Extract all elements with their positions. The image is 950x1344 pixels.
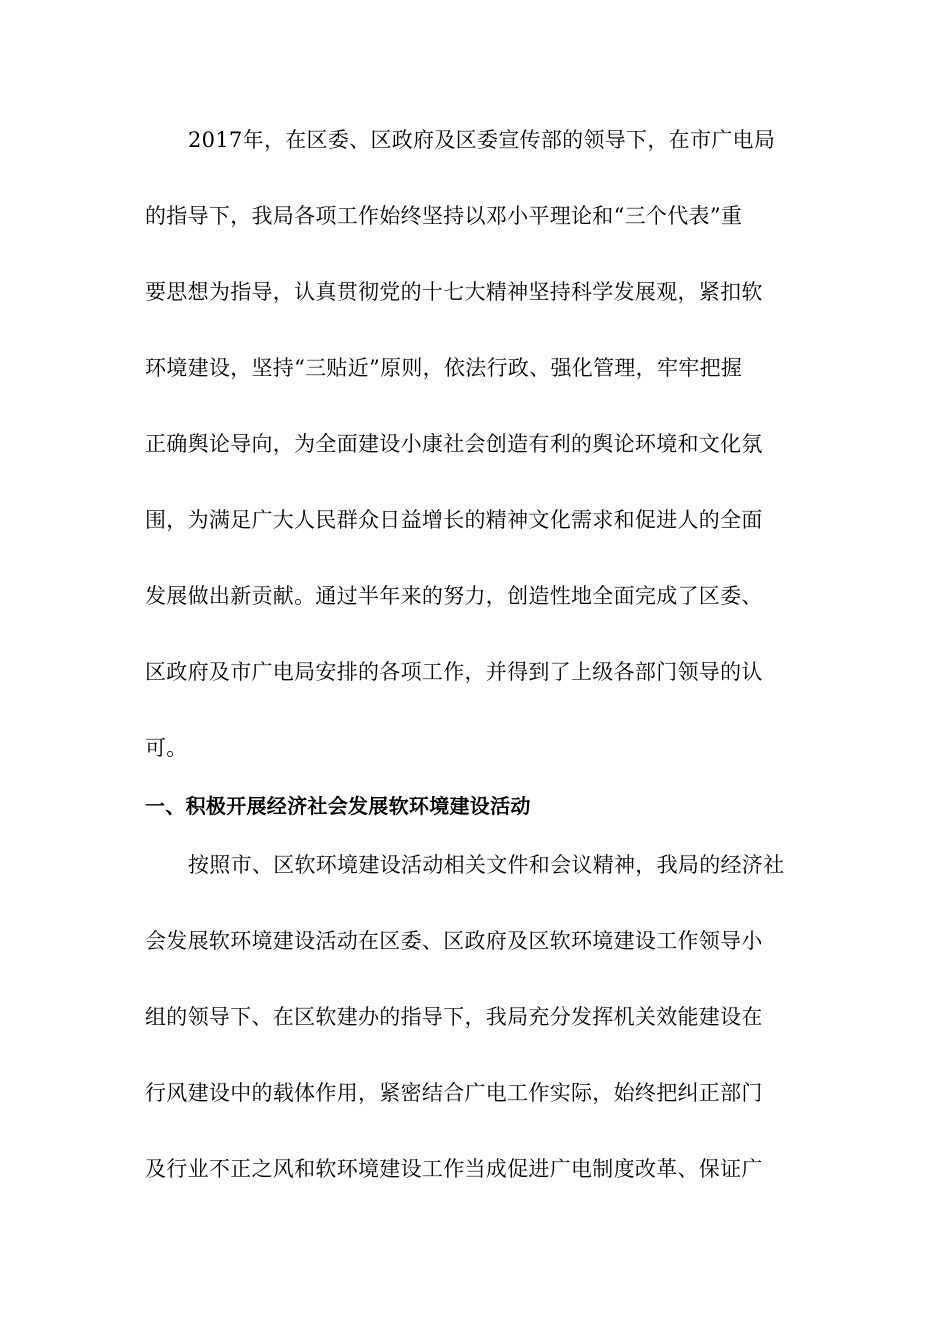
paragraph-line: 2017年，在区委、区政府及区委宣传部的领导下，在市广电局 — [188, 128, 776, 152]
paragraph-line: 按照市、区软环境建设活动相关文件和会议精神，我局的经济社 — [188, 853, 785, 877]
paragraph-line: 可。 — [145, 736, 188, 760]
paragraph-line: 的指导下，我局各项工作始终坚持以邓小平理论和“三个代表”重 — [145, 204, 743, 228]
paragraph-line: 发展做出新贡献。通过半年来的努力，创造性地全面完成了区委、 — [145, 584, 763, 608]
paragraph-line: 组的领导下、在区软建办的指导下，我局充分发挥机关效能建设在 — [145, 1005, 763, 1029]
section-heading: 一、积极开展经济社会发展软环境建设活动 — [145, 794, 531, 818]
paragraph-line: 会发展软环境建设活动在区委、区政府及区软环境建设工作领导小 — [145, 929, 763, 953]
paragraph-line: 要思想为指导，认真贯彻党的十七大精神坚持科学发展观，紧扣软 — [145, 280, 763, 304]
paragraph-line: 及行业不正之风和软环境建设工作当成促进广电制度改革、保证广 — [145, 1157, 763, 1181]
paragraph-line: 区政府及市广电局安排的各项工作，并得到了上级各部门领导的认 — [145, 660, 763, 684]
paragraph-line: 正确舆论导向，为全面建设小康社会创造有利的舆论环境和文化氛 — [145, 432, 763, 456]
paragraph-line: 环境建设，坚持“三贴近”原则，依法行政、强化管理，牢牢把握 — [145, 356, 743, 380]
paragraph-line: 围，为满足广大人民群众日益增长的精神文化需求和促进人的全面 — [145, 508, 763, 532]
paragraph-line: 行风建设中的载体作用，紧密结合广电工作实际，始终把纠正部门 — [145, 1081, 763, 1105]
